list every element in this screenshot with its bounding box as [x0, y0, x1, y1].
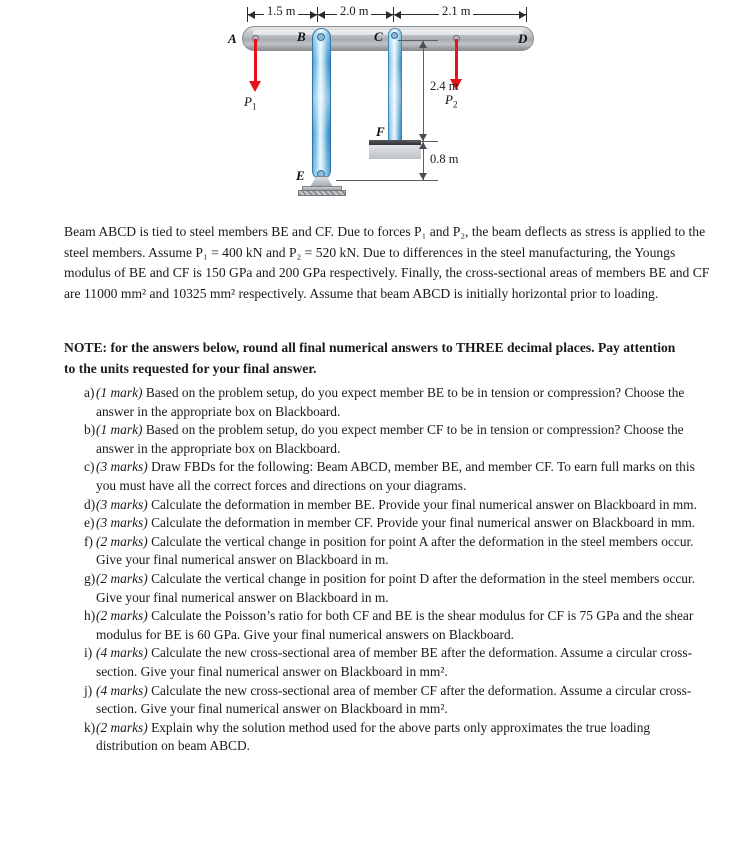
node-label-a: A [228, 31, 237, 46]
list-item-body: Calculate the vertical change in position for point A after the deformation in the steel members occur. Give your final numerical answer on Blackboard in m. [96, 533, 694, 568]
list-item-body: Draw FBDs for the following: Beam ABCD, member BE, and member CF. To earn full marks on this you must have all the correct forces and directions on your diagrams. [96, 459, 695, 493]
list-item-marks: (3 marks) [96, 459, 148, 475]
list-item-text [92, 496, 712, 515]
list-item-text [92, 458, 712, 495]
list-item-text [92, 533, 712, 570]
list-item [64, 496, 712, 515]
force-arrow-p1-shaft [254, 39, 257, 83]
force-label-p2-sub: 2 [452, 99, 458, 110]
vdim-arrow-2-4-bottom [419, 134, 427, 141]
list-item [64, 644, 712, 681]
dimension-label-ab: 1.5 m [264, 4, 298, 19]
list-item-marker: d) [84, 496, 96, 512]
list-item [64, 514, 712, 533]
list-item-body: Based on the problem setup, do you expect member CF to be in tension or compression? Choose the answer in the appropriate box on Blackboard. [96, 422, 684, 456]
support-f-block [369, 145, 421, 159]
force-arrow-p2-shaft [455, 39, 458, 81]
list-item-marker: c) [84, 459, 95, 475]
list-item-marker: g) [84, 570, 96, 586]
dim-arrow-cd-left [394, 11, 401, 19]
force-label-p2-text: P [445, 92, 453, 107]
list-item-text [92, 607, 712, 644]
figure-canvas [228, 0, 538, 208]
force-label-p2 [445, 92, 457, 110]
list-item [64, 384, 712, 421]
question-list [64, 384, 712, 756]
force-label-p1-sub: 1 [251, 101, 257, 112]
member-be [312, 28, 331, 180]
dim-arrow-ab-left [248, 11, 255, 19]
list-item-marks: (1 mark) [96, 422, 143, 438]
list-item-marker: j) [84, 682, 93, 698]
pin-c [391, 32, 398, 39]
node-label-d: D [518, 31, 528, 46]
force-label-p1-text: P [244, 94, 252, 109]
list-item-body: Explain why the solution method used for the above parts only approximates the true loading distribution on beam ABCD. [96, 719, 651, 754]
list-item-marker: a) [84, 385, 95, 400]
dim-tick-d [526, 7, 527, 22]
member-cf [388, 28, 402, 141]
list-item-marks: (2 marks) [96, 608, 148, 624]
list-item-marks: (2 marks) [96, 719, 148, 735]
support-e-ground [298, 190, 346, 196]
list-item [64, 682, 712, 719]
list-item-marks: (4 marks) [96, 682, 148, 698]
list-item-body: Calculate the vertical change in position for point D after the deformation in the steel members occur. Give your final numerical answer on Blackboard in m. [96, 570, 696, 605]
list-item-text [92, 514, 712, 533]
list-item [64, 607, 712, 644]
node-label-b: B [297, 29, 306, 44]
list-item-body: Calculate the deformation in member BE. Provide your final numerical answer on Blackboard in mm. [151, 496, 697, 512]
list-item-body: Calculate the new cross-sectional area of member CF after the deformation. Assume a circular cross-section. Give your final numerical answer on Blackboard in mm². [96, 682, 692, 717]
list-item-text [92, 719, 712, 756]
list-item-text [92, 384, 712, 421]
dim-arrow-bc-right [386, 11, 393, 19]
dim-arrow-bc-left [318, 11, 325, 19]
member-be-sheen [313, 29, 330, 179]
dimension-label-cd: 2.1 m [439, 4, 473, 19]
node-label-c: C [374, 29, 383, 44]
rounding-note: NOTE: for the answers below, round all final numerical answers to THREE decimal places. Pay attention to the units requested for your final answer. [64, 340, 676, 376]
vdim-ext-bottom [336, 180, 438, 181]
list-item-body: Calculate the deformation in member CF. Provide your final numerical answer on Blackboard in mm. [151, 515, 696, 531]
list-item [64, 719, 712, 756]
list-item-marks: (3 marks) [96, 496, 148, 512]
pin-b [317, 33, 325, 41]
list-item-text [92, 570, 712, 607]
list-item-marks: (3 marks) [96, 515, 148, 531]
dimension-label-2-4: 2.4 m [430, 79, 459, 93]
list-item-marks: (1 mark) [96, 385, 143, 400]
list-item-text [92, 421, 712, 458]
list-item [64, 421, 712, 458]
list-item [64, 458, 712, 495]
dimension-label-bc: 2.0 m [337, 4, 371, 19]
list-item [64, 570, 712, 607]
problem-paragraph: Beam ABCD is tied to steel members BE and CF. Due to forces P₁ and P₂, the beam deflects as stress is applied to the steel members. Assume P₁ = 400 kN and P₂ = 520 kN. Due to differences in the steel manufacturing, the Youngs modulus of BE and CF is 150 GPa and 200 GPa respectively. Finally, the cross-sectional areas of members BE and CF are 11000 mm² and 10325 mm² respectively. Assume that beam ABCD is initially horizontal prior to loading. [64, 224, 710, 301]
list-item-marker: i) [84, 645, 93, 661]
vdim-line-2-4 [423, 41, 424, 141]
problem-statement [64, 222, 712, 304]
horizontal-dimension-chain [247, 6, 527, 28]
list-item-marks: (2 marks) [96, 533, 148, 549]
list-item-body: Calculate the new cross-sectional area of member BE after the deformation. Assume a circular cross-section. Give your final numerical answer on Blackboard in mm². [96, 645, 693, 679]
list-item-marks: (2 marks) [96, 570, 148, 586]
force-label-p1 [244, 94, 256, 112]
list-item [64, 533, 712, 570]
dimension-label-0-8: 0.8 m [430, 152, 459, 166]
node-label-f: F [376, 124, 385, 139]
list-item-body: Calculate the Poisson’s ratio for both CF and BE is the shear modulus for CF is 75 GPa and the shear modulus for BE is 60 GPa. Give your final numerical answers on Blackboard. [96, 608, 694, 642]
node-label-e: E [296, 168, 305, 183]
list-item-marker: h) [84, 608, 96, 624]
vdim-arrow-2-4-top [419, 41, 427, 48]
list-item-marker: e) [84, 515, 95, 531]
vdim-arrow-0-8-bottom [419, 173, 427, 180]
problem-figure [0, 0, 756, 208]
list-item-marker: f) [84, 533, 93, 549]
list-item-marker: k) [84, 719, 96, 735]
list-item-text [92, 682, 712, 719]
list-item-body: Based on the problem setup, do you expect member BE to be in tension or compression? Choose the answer in the appropriate box on Blackboard. [96, 385, 685, 419]
member-cf-sheen [389, 29, 401, 140]
list-item-text [92, 644, 712, 681]
list-item-marks: (4 marks) [96, 645, 148, 661]
vdim-arrow-0-8-top [419, 142, 427, 149]
dim-arrow-ab-right [310, 11, 317, 19]
vdim-ext-top [398, 40, 438, 41]
dim-arrow-cd-right [519, 11, 526, 19]
list-item-marker: b) [84, 422, 96, 438]
force-arrow-p1-head [249, 81, 261, 92]
